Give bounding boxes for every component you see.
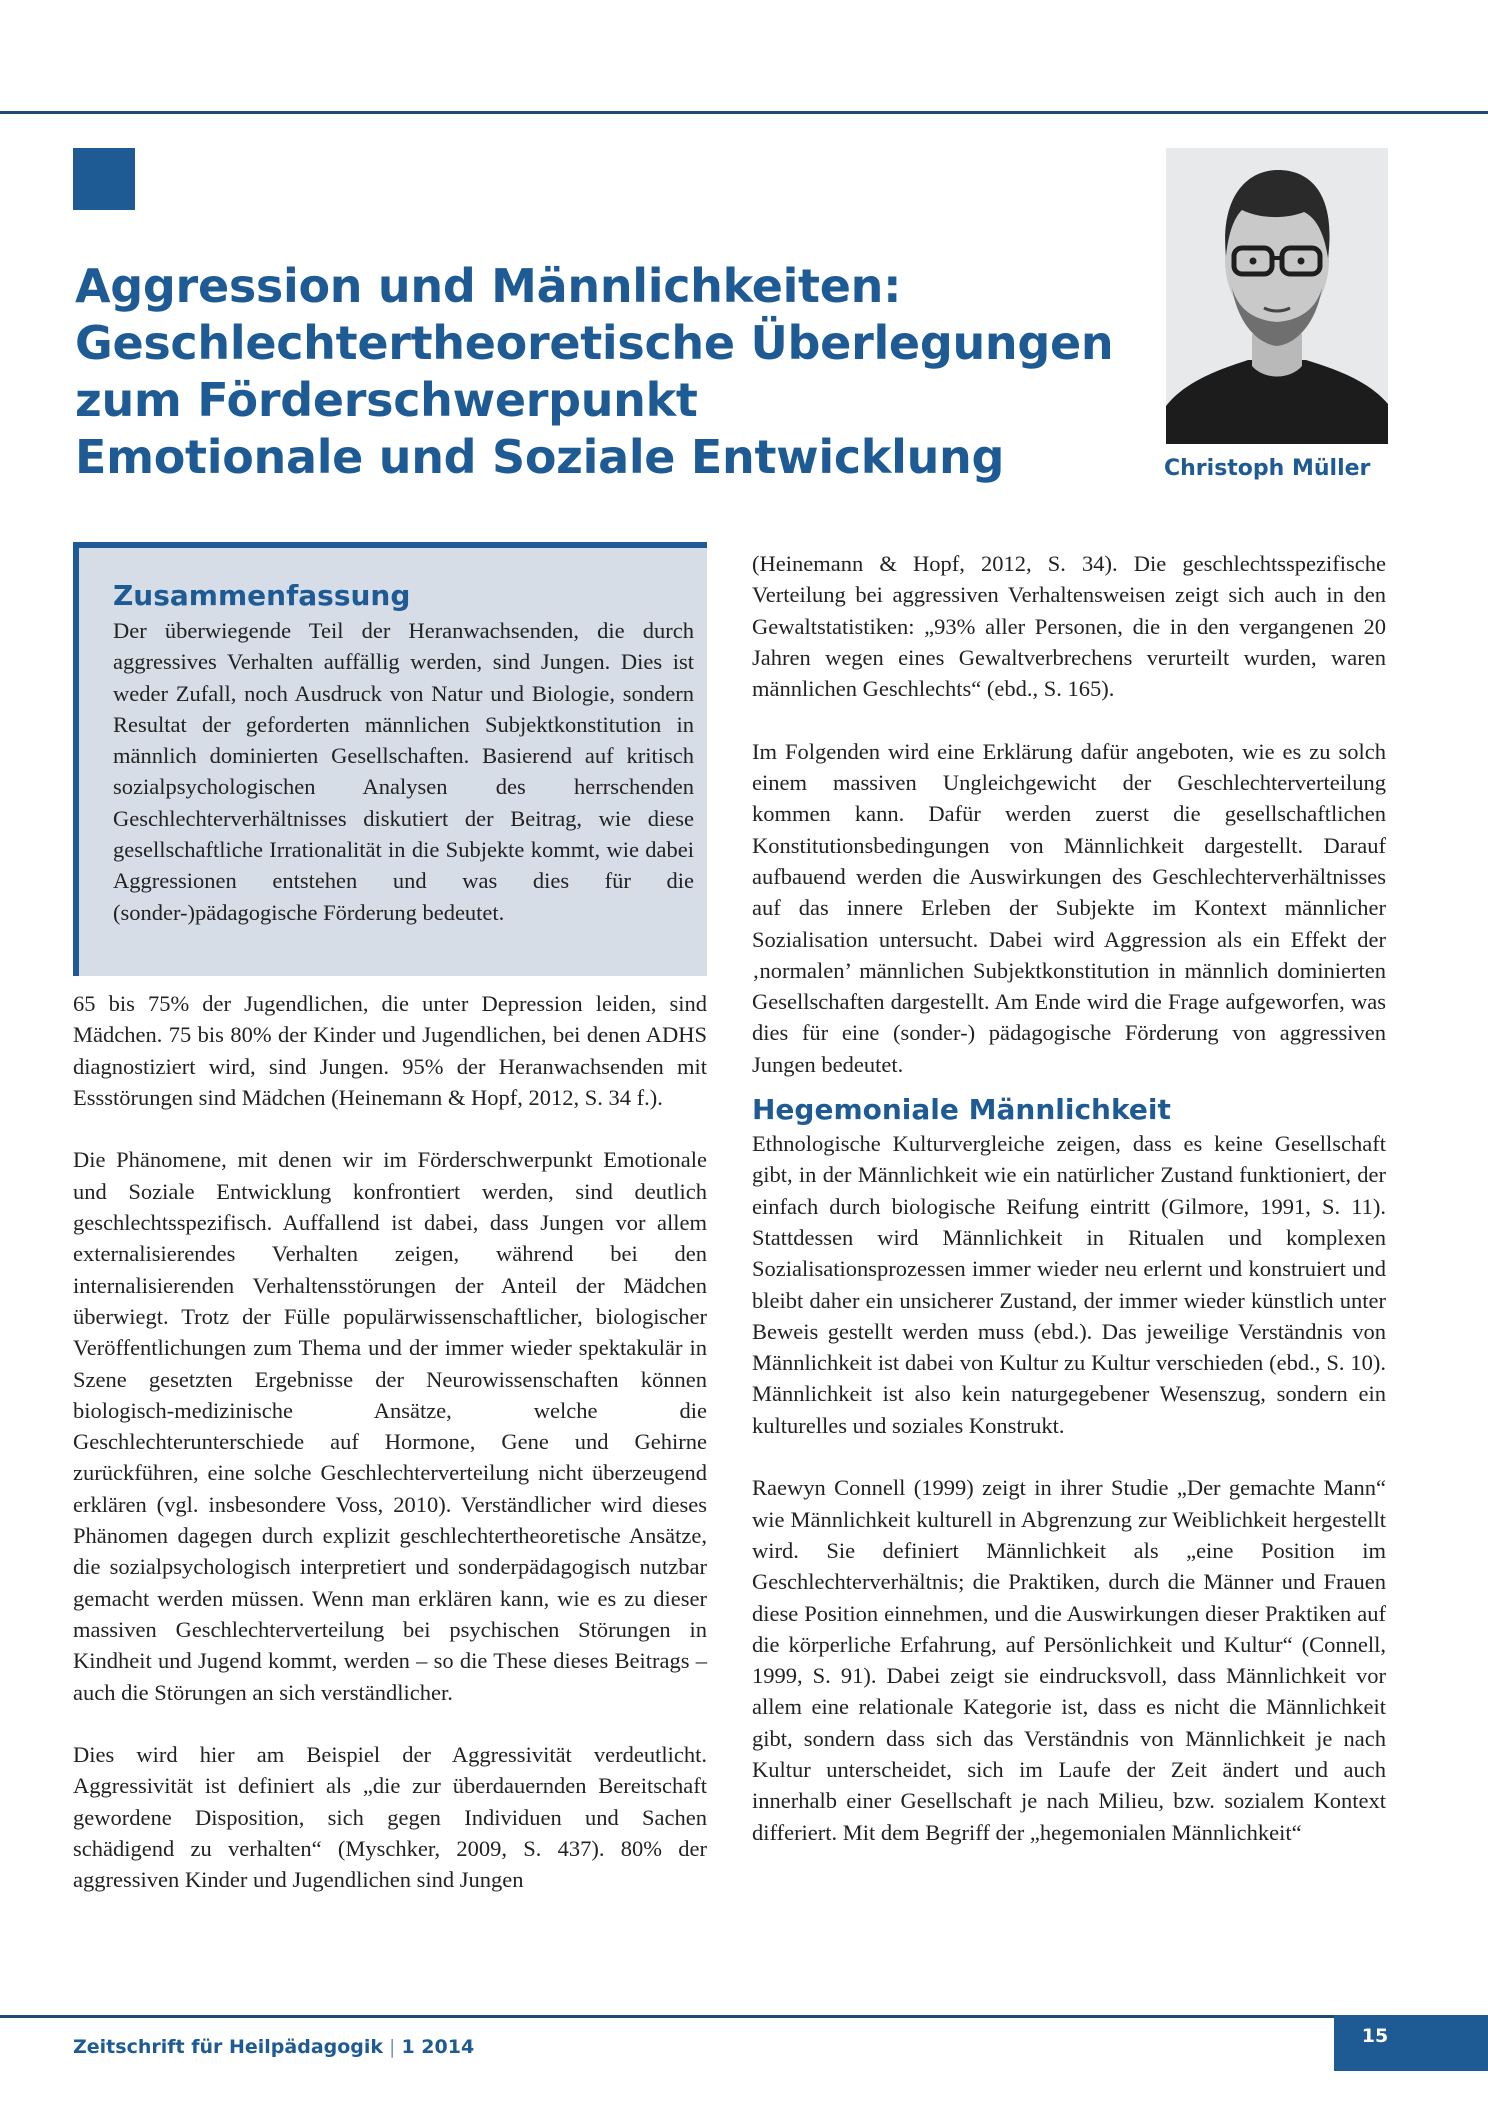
journal-name: Zeitschrift für Heilpädagogik	[73, 2036, 384, 2058]
section-heading: Hegemoniale Männlichkeit	[752, 1093, 1171, 1127]
issue-info: 1 2014	[401, 2036, 475, 2058]
author-portrait-illustration	[1166, 148, 1388, 444]
left-column	[73, 988, 707, 1927]
bottom-rule	[0, 2015, 1334, 2018]
top-rule	[0, 111, 1488, 114]
author-name: Christoph Müller	[1164, 456, 1371, 481]
decorative-square	[73, 148, 135, 210]
body-paragraph: (Heinemann & Hopf, 2012, S. 34). Die geschlechtsspezifische Verteilung bei aggressiven Verhaltensweisen zeigt sich auch in den Gewaltstatistiken: „93% aller Personen, die in den vergangenen 20 Jahren wegen eines Gewaltverbrechens verurteilt wurden, waren männlichen Geschlechts“ (ebd., S. 165).	[752, 551, 1386, 702]
body-paragraph: 65 bis 75% der Jugendlichen, die unter Depression leiden, sind Mädchen. 75 bis 80% der Kinder und Jugendlichen, bei denen ADHS diagnostiziert wird, sind Jungen. 95% der Heranwachsenden mit Essstörungen sind Mädchen (Heinemann & Hopf, 2012, S. 34 f.).	[73, 991, 707, 1110]
title-line: Geschlechtertheoretische Überlegungen	[75, 316, 1114, 370]
abstract-text: Der überwiegende Teil der Heranwachsenden, die durch aggressives Verhalten auffällig werden, sind Jungen. Dies ist weder Zufall, noch Ausdruck von Natur und Biologie, sondern Resultat der geforderten männlichen Subjektkonstitution in männlich dominierten Gesellschaften. Basierend auf kritisch sozialpsychologischen Analysen des herrschenden Geschlechterverhältnisses diskutiert der Beitrag, wie diese gesellschaftliche Irrationalität in die Subjekte kommt, wie dabei Aggressionen entstehen und was dies für die (sonder-)pädagogische Förderung bedeutet.	[113, 618, 694, 925]
footer-separator: |	[389, 2036, 396, 2058]
body-paragraph: Ethnologische Kulturvergleiche zeigen, dass es keine Gesellschaft gibt, in der Männlichkeit wie ein natürlicher Zustand funktioniert, der einfach durch biologische Reifung eintritt (Gilmore, 1991, S. 11). Stattdessen wird Männlichkeit in Ritualen und komplexen Sozialisationsprozessen immer wieder neu erlernt und konstruiert und bleibt daher ein unsicherer Zustand, der immer wieder künstlich unter Beweis gestellt werden muss (ebd.). Das jeweilige Verständnis von Männlichkeit ist dabei von Kultur zu Kultur verschieden (ebd., S. 10). Männlichkeit ist also kein naturgegebener Wesenszug, sondern ein kulturelles und soziales Konstrukt.	[752, 1131, 1386, 1438]
title-line: Emotionale und Soziale Entwicklung	[75, 430, 1005, 484]
title-line: zum Förderschwerpunkt	[75, 373, 698, 427]
body-paragraph: Raewyn Connell (1999) zeigt in ihrer Studie „Der gemachte Mann“ wie Männlichkeit kulturell in Abgrenzung zur Weiblichkeit hergestellt wird. Sie definiert Männlichkeit als „eine Position im Geschlechterverhältnis; die Praktiken, durch die Männer und Frauen diese Position einnehmen, und die Auswirkungen dieser Praktiken auf die körperliche Erfahrung, auf Persönlichkeit und Kultur“ (Connell, 1999, S. 91). Dabei zeigt sie eindrucksvoll, dass Männlichkeit vor allem eine relationale Kategorie ist, dass es nicht die Männlichkeit gibt, sondern dass sich das Verständnis von Männlichkeit je nach Kultur unterscheidet, sich im Laufe der Zeit ändert und auch innerhalb einer Gesellschaft je nach Milieu, bzw. sozialem Kontext differiert. Mit dem Begriff der „hegemonialen Männlichkeit“	[752, 1475, 1386, 1845]
abstract-heading: Zusammenfassung	[113, 579, 411, 612]
abstract-box	[73, 542, 707, 976]
body-paragraph: Im Folgenden wird eine Erklärung dafür angeboten, wie es zu solch einem massiven Ungleichgewicht der Geschlechterverteilung kommen kann. Dafür werden zuerst die gesellschaftlichen Konstitutionsbedingungen von Männlichkeit dargestellt. Darauf aufbauend werden die Auswirkungen des Geschlechterverhältnisses auf das innere Erleben der Subjekte im Kontext männlicher Sozialisation untersucht. Dabei wird Aggression als ein Effekt der ‚normalen’ männlichen Subjektkonstitution in männlich dominierten Gesellschaften dargestellt. Am Ende wird die Frage aufgeworfen, was dies für eine (sonder-) pädagogische Förderung von aggressiven Jungen bedeutet.	[752, 738, 1386, 1077]
article-title	[75, 258, 1135, 486]
body-paragraph: Dies wird hier am Beispiel der Aggressivität verdeutlicht. Aggressivität ist definiert als „die zur überdauernden Bereitschaft gewordene Disposition, sich gegen Individuen und Sachen schädigend zu verhalten“ (Myschker, 2009, S. 437). 80% der aggressiven Kinder und Jugendlichen sind Jungen	[73, 1742, 707, 1893]
right-column	[752, 548, 1386, 1879]
page-number: 15	[1361, 2025, 1389, 2047]
author-photo	[1166, 148, 1388, 444]
footer	[73, 2036, 474, 2058]
body-paragraph: Die Phänomene, mit denen wir im Förderschwerpunkt Emotionale und Soziale Entwicklung konfrontiert werden, sind deutlich geschlechtsspezifisch. Auffallend ist dabei, dass Jungen vor allem externalisierendes Verhalten zeigen, während bei den internalisierenden Verhaltensstörungen der Anteil der Mädchen überwiegt. Trotz der Fülle populärwissenschaftlicher, biologischer Veröffentlichungen zum Thema und der immer wieder spektakulär in Szene gesetzten Ergebnisse der Neurowissenschaften können biologisch-medizinische Ansätze, welche die Geschlechterunterschiede auf Hormone, Gene und Gehirne zurückführen, eine solche Geschlechterverteilung nicht überzeugend erklären (vgl. insbesondere Voss, 2010). Verständlicher wird dieses Phänomen dagegen durch explizit geschlechtertheoretische Ansätze, die sozialpsychologisch interpretiert und sonderpädagogisch nutzbar gemacht werden müssen. Wenn man erklären kann, wie es zu dieser massiven Geschlechterverteilung bei psychischen Störungen in Kindheit und Jugend kommt, werden – so die These dieses Beitrags – auch die Störungen an sich verständlicher.	[73, 1147, 707, 1705]
title-line: Aggression und Männlichkeiten:	[75, 259, 902, 313]
